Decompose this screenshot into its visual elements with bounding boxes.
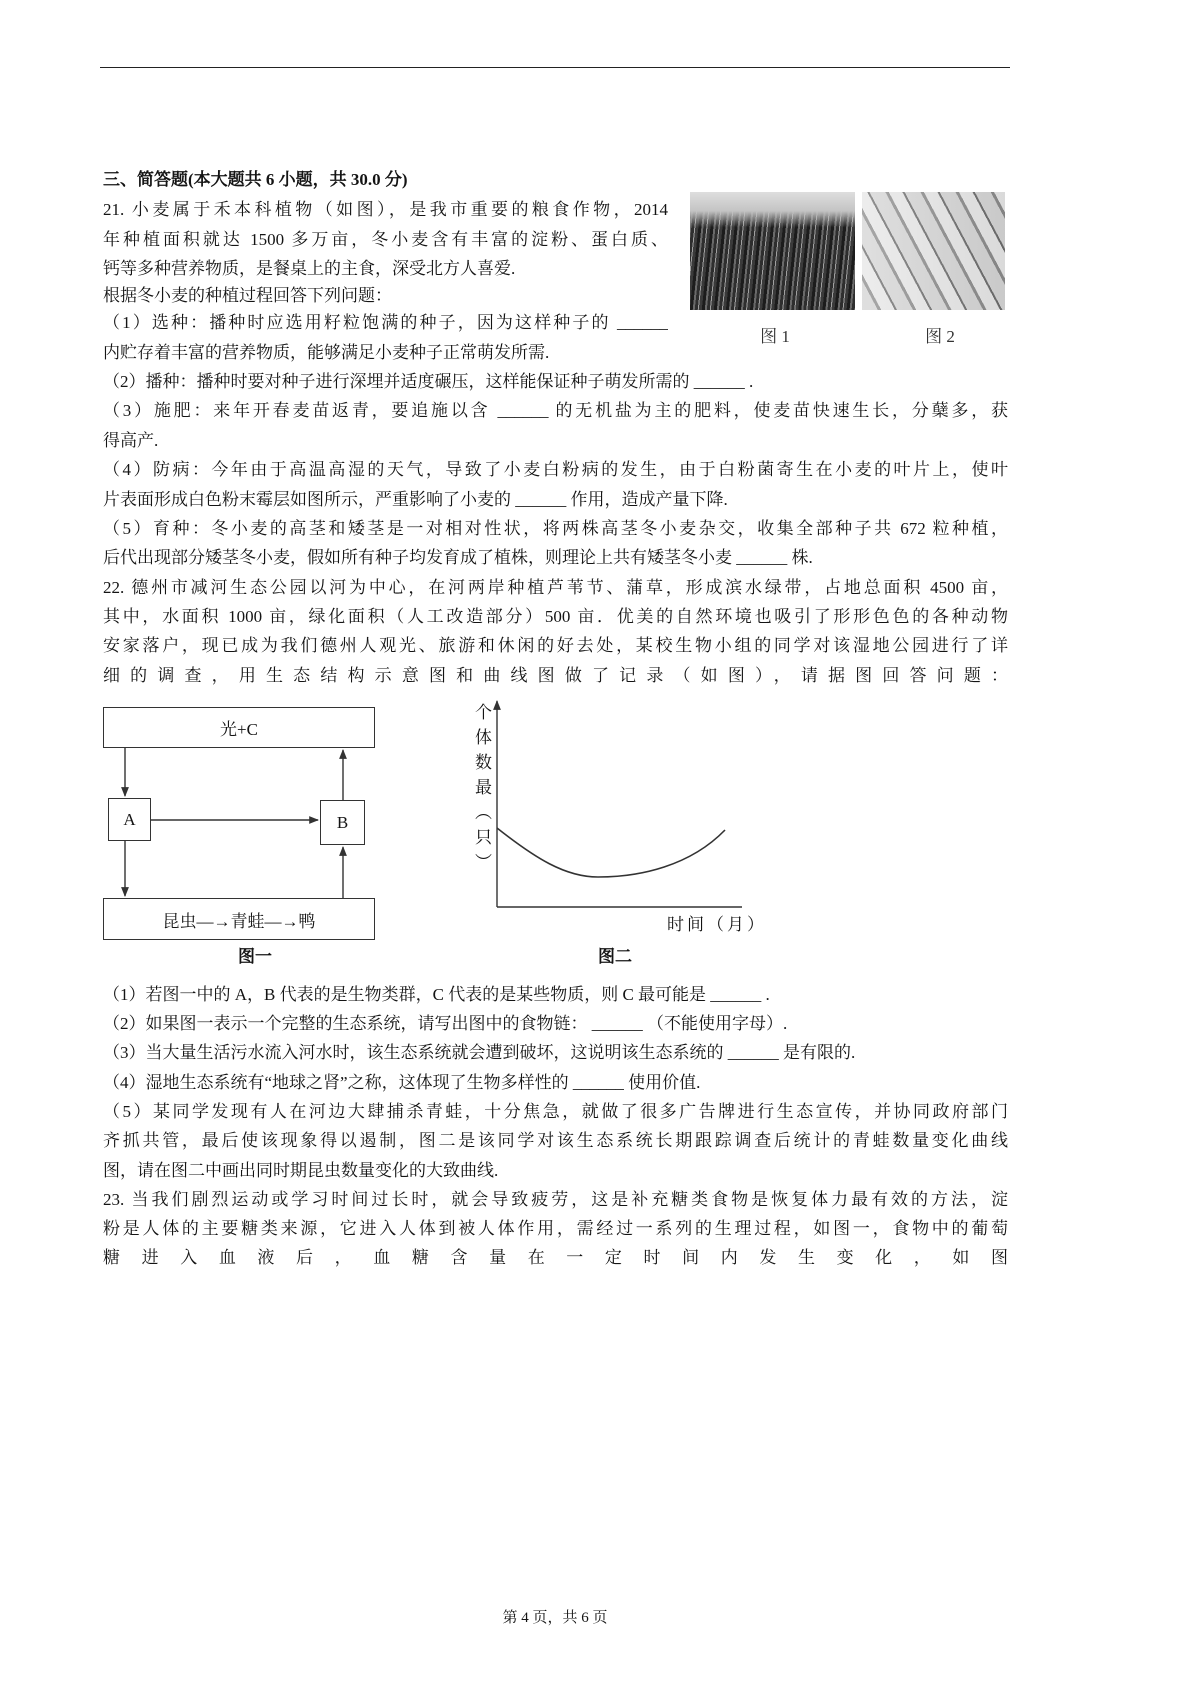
wheat-leaf-photo bbox=[862, 192, 1005, 310]
q21-line: （5）育种：冬小麦的高茎和矮茎是一对相对性状，将两株高茎冬小麦杂交，收集全部种子共 672 粒种植， bbox=[103, 519, 1008, 538]
q21-line: 后代出现部分矮茎冬小麦，假如所有种子均发育成了植株，则理论上共有矮茎冬小麦 ______ 株. bbox=[103, 548, 813, 567]
q21-line: （4）防病：今年由于高温高湿的天气，导致了小麦白粉病的发生，由于白粉菌寄生在小麦的叶片上，使叶 bbox=[103, 460, 1008, 479]
group-a-label: A bbox=[123, 809, 136, 829]
q21-line: 钙等多种营养物质，是餐桌上的主食，深受北方人喜爱. bbox=[103, 259, 516, 278]
q21-line: 21. 小麦属于禾本科植物（如图），是我市重要的粮食作物，2014 bbox=[103, 200, 668, 219]
wheat-field-photo bbox=[690, 192, 855, 310]
food-chain-box bbox=[103, 898, 375, 940]
q22-line: 其中，水面积 1000 亩，绿化面积（人工改造部分）500 亩．优美的自然环境也吸引了形形色色的各种动物 bbox=[103, 607, 1008, 626]
q22-question-line: （4）湿地生态系统有“地球之肾”之称，这体现了生物多样性的 ______ 使用价值. bbox=[103, 1073, 701, 1092]
header-rule bbox=[100, 67, 1010, 68]
figure2-caption: 图二 bbox=[598, 947, 632, 966]
light-and-c-box bbox=[103, 707, 375, 748]
q22-line: 22. 德州市减河生态公园以河为中心，在河两岸种植芦苇节、蒲草，形成滨水绿带，占地总面积 4500 亩， bbox=[103, 578, 1008, 597]
q23-line: 粉是人体的主要糖类来源，它进入人体到被人体作用，需经过一系列的生理过程，如图一，食物中的葡萄 bbox=[103, 1219, 1008, 1238]
section-heading: 三、简答题(本大题共 6 小题，共 30.0 分) bbox=[103, 170, 408, 189]
group-b-box bbox=[320, 800, 365, 845]
y-axis-label: 个体数最（只） bbox=[472, 703, 491, 878]
q22-line: 安家落户，现已成为我们德州人观光、旅游和休闲的好去处，某校生物小组的同学对该湿地公园进行了详 bbox=[103, 636, 1008, 655]
figure1-caption: 图一 bbox=[238, 947, 272, 966]
group-a-box bbox=[108, 798, 151, 841]
q21-line: （3）施肥：来年开春麦苗返青，要追施以含 ______ 的无机盐为主的肥料，使麦苗快速生长，分蘖多，获 bbox=[103, 401, 1008, 420]
x-axis-label: 时间（月） bbox=[667, 915, 767, 934]
q23-line: 23. 当我们剧烈运动或学习时间过长时，就会导致疲劳，这是补充糖类食物是恢复体力最有效的方法，淀 bbox=[103, 1190, 1008, 1209]
q22-question-line: 齐抓共管，最后使该现象得以遏制，图二是该同学对该生态系统长期跟踪调查后统计的青蛙数量变化曲线 bbox=[103, 1131, 1008, 1150]
food-chain-label: 昆虫—→青蛙—→鸭 bbox=[162, 911, 316, 931]
photo-caption-1: 图 1 bbox=[760, 327, 790, 346]
q21-line: 内贮存着丰富的营养物质，能够满足小麦种子正常萌发所需. bbox=[103, 343, 550, 362]
q21-line: 年种植面积就达 1500 多万亩，冬小麦含有丰富的淀粉、蛋白质、 bbox=[103, 230, 668, 249]
q21-line: （2）播种：播种时要对种子进行深埋并适度碾压，这样能保证种子萌发所需的 ______ . bbox=[103, 372, 754, 391]
q22-question-line: （5）某同学发现有人在河边大肆捕杀青蛙，十分焦急，就做了很多广告牌进行生态宣传，并协同政府部门 bbox=[103, 1102, 1008, 1121]
q22-question-line: （1）若图一中的 A，B 代表的是生物类群，C 代表的是某些物质，则 C 最可能是 ______ . bbox=[103, 985, 770, 1004]
photo-caption-2: 图 2 bbox=[925, 327, 955, 346]
q22-question-line: （2）如果图一表示一个完整的生态系统，请写出图中的食物链： ______ （不能使用字母）. bbox=[103, 1014, 788, 1033]
light-and-c-label: 光+C bbox=[220, 720, 258, 739]
page-footer: 第 4 页，共 6 页 bbox=[502, 1610, 608, 1626]
q21-line: 根据冬小麦的种植过程回答下列问题： bbox=[103, 286, 392, 305]
q21-line: 片表面形成白色粉末霉层如图所示，严重影响了小麦的 ______ 作用，造成产量下降. bbox=[103, 490, 728, 509]
frog-population-curve bbox=[497, 828, 725, 877]
q22-line: 细的调查，用生态结构示意图和曲线图做了记录（如图），请据图回答问题： bbox=[103, 666, 1008, 685]
q22-question-line: 图，请在图二中画出同时期昆虫数量变化的大致曲线. bbox=[103, 1161, 499, 1180]
q22-question-line: （3）当大量生活污水流入河水时，该生态系统就会遭到破坏，这说明该生态系统的 ______ 是有限的. bbox=[103, 1043, 856, 1062]
group-b-label: B bbox=[336, 812, 349, 832]
q23-line: 糖进入血液后，血糖含量在一定时间内发生变化，如图 bbox=[103, 1248, 1008, 1267]
q21-line: 得高产. bbox=[103, 431, 159, 450]
q21-line: （1）选种：播种时应选用籽粒饱满的种子，因为这样种子的 ______ bbox=[103, 313, 668, 332]
